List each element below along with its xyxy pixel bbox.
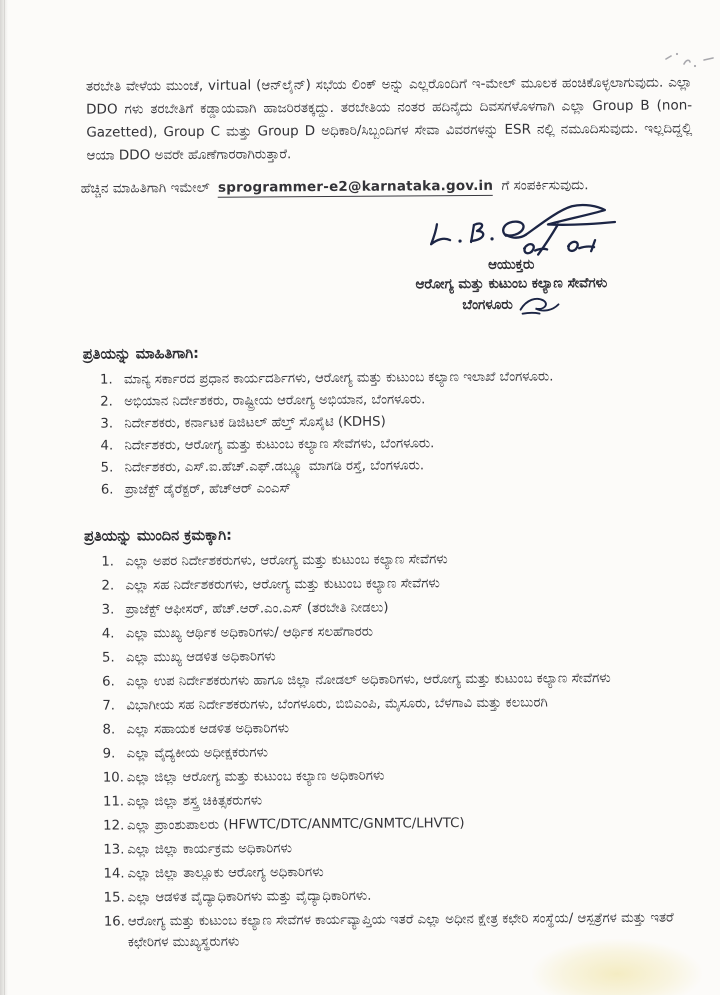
body-paragraph: ತರಬೇತಿ ವೇಳೆಯ ಮುಂಚೆ, virtual (ಆನ್‌ಲೈನ್) ಸಭೆಯ ಲಿಂಕ್ ಅನ್ನು ಎಲ್ಲರೊಂದಿಗೆ ಇ-ಮೇಲ್ ಮೂಲಕ ಹಂಚಿಕೊಳ್ಳಲಾಗುವುದು. ಎಲ್ಲಾ DDO ಗಳು ತರಬೇತಿಗೆ ಕಡ್ಡಾಯವಾಗಿ ಹಾಜರಿರತಕ್ಕದ್ದು. ತರಬೇತಿಯ ನಂತರ ಹದಿನೈದು ದಿವಸಗಳೊಳಗಾಗಿ ಎಲ್ಲಾ Group B (non-Gazetted), Group C ಮತ್ತು Group D ಅಧಿಕಾರಿ/ಸಿಬ್ಬಂದಿಗಳ ಸೇವಾ ವಿವರಗಳನ್ನು ESR ನಲ್ಲಿ ನಮೂದಿಸುವುದು. ಇಲ್ಲದಿದ್ದಲ್ಲಿ ಆಯಾ DDO ಅವರೇ ಹೊಣೆಗಾರರಾಗಿರುತ್ತಾರೆ. (85, 74, 693, 164)
list-item-text: ಎಲ್ಲಾ ಸಹ ನಿರ್ದೇಶಕರುಗಳು, ಆರೋಗ್ಯ ಮತ್ತು ಕುಟುಂಬ ಕಲ್ಯಾಣ ಸೇವೆಗಳು (125, 575, 440, 593)
signature-block (351, 199, 672, 318)
section-heading-copy-for-action: ಪ್ರತಿಯನ್ನು ಮುಂದಿನ ಕ್ರಮಕ್ಕಾಗಿ: (84, 527, 232, 545)
list-item-number: 2. (100, 393, 113, 410)
list-item-number: 9. (102, 745, 116, 762)
list-item (103, 787, 697, 812)
list-item (104, 883, 698, 908)
handwritten-signature-icon (421, 199, 631, 258)
copy-for-information-list (82, 365, 695, 501)
list-item-text: ಅಭಿಯಾನ ನಿರ್ದೇಶಕರು, ರಾಷ್ಟ್ರೀಯ ಆರೋಗ್ಯ ಅಭಿಯಾನ, ಬೆಂಗಳೂರು. (124, 391, 426, 409)
list-item (103, 763, 697, 788)
list-item-number: 6. (100, 481, 114, 498)
list-item-text: ಎಲ್ಲಾ ಜಿಲ್ಲಾ ತಾಲ್ಲೂಕು ಆರೋಗ್ಯ ಅಧಿಕಾರಿಗಳು (127, 864, 324, 881)
list-item-text: ವಿಭಾಗೀಯ ಸಹ ನಿರ್ದೇಶಕರುಗಳು, ಬೆಂಗಳೂರು, ಬಿಬಿಎಂಪಿ, ಮೈಸೂರು, ಬೆಳಗಾವಿ ಮತ್ತು ಕಲಬುರಗಿ (126, 694, 548, 713)
list-item-number: 5. (101, 649, 115, 666)
list-item (102, 595, 696, 620)
list-item-text: ಎಲ್ಲಾ ಜಿಲ್ಲಾ ಕಾರ್ಯಕ್ರಮ ಅಧಿಕಾರಿಗಳು (127, 840, 292, 857)
list-item-text: ಎಲ್ಲಾ ಅಪರ ನಿರ್ದೇಶಕರುಗಳು, ಆರೋಗ್ಯ ಮತ್ತು ಕುಟುಂಬ ಕಲ್ಯಾಣ ಸೇವೆಗಳು (125, 551, 448, 569)
list-item (101, 475, 695, 501)
list-item-text: ಎಲ್ಲಾ ಸಹಾಯಕ ಆಡಳಿತ ಅಧಿಕಾರಿಗಳು (126, 720, 290, 737)
list-item-text: ಎಲ್ಲಾ ಜಿಲ್ಲಾ ಶಸ್ತ್ರ ಚಿಕಿತ್ಸಕರುಗಳು (126, 792, 263, 809)
list-item-number: 6. (102, 673, 115, 690)
list-item-text: ಆರೋಗ್ಯ ಮತ್ತು ಕುಟುಂಬ ಕಲ್ಯಾಣ ಸೇವೆಗಳ ಕಾರ್ಯವ್ಯಾಪ್ತಿಯ ಇತರೆ ಎಲ್ಲಾ ಅಧೀನ ಕ್ಷೇತ್ರ ಕಛೇರಿ ಸಂಸ್ಥೆಯ/ ಆಸ್ಪತ್ರೆಗಳ ಮತ್ತು ಇತರೆ ಕಛೇರಿಗಳ ಮುಖ್ಯಸ್ಥರುಗಳು (127, 910, 674, 950)
signatory-department: ಆರೋಗ್ಯ ಮತ್ತು ಕುಟುಂಬ ಕಲ್ಯಾಣ ಸೇವೆಗಳು (415, 275, 608, 293)
contact-email: sprogrammer-e2@karnataka.gov.in (217, 177, 494, 196)
list-item (102, 667, 696, 692)
list-item (103, 859, 697, 884)
list-item-text: ಎಲ್ಲಾ ಪ್ರಾಂಶುಪಾಲರು (HFWTC/DTC/ANMTC/GNMTC/LHVTC) (127, 815, 465, 833)
signatory-designation: ಆಯುಕ್ತರು (488, 256, 535, 273)
section-heading-copy-for-information: ಪ್ರತಿಯನ್ನು ಮಾಹಿತಿಗಾಗಿ: (82, 345, 199, 363)
list-item-number: 3. (101, 601, 115, 618)
list-item (102, 643, 696, 668)
list-item-text: ಪ್ರಾಜೆಕ್ಟ್ ಆಫೀಸರ್, ಹೆಚ್.ಆರ್.ಎಂ.ಎಸ್ (ತರಬೇತಿ ನೀಡಲು) (125, 600, 389, 617)
list-item-number: 12. (103, 817, 125, 834)
list-item-number: 16. (103, 913, 126, 930)
list-item-text: ಎಲ್ಲಾ ವೈದ್ಯಕೀಯ ಅಧೀಕ್ಷಕರುಗಳು (126, 744, 269, 761)
list-item-number: 11. (102, 793, 125, 810)
signatory-place: ಬೆಂಗಳೂರು (462, 296, 513, 314)
list-item-text: ಎಲ್ಲಾ ಆಡಳಿತ ವೈದ್ಯಾಧಿಕಾರಿಗಳು ಮತ್ತು ವೈದ್ಯಾಧಿಕಾರಿಗಳು. (127, 888, 372, 905)
list-item-number: 10. (102, 769, 125, 786)
list-item (103, 835, 697, 860)
list-item-number: 13. (103, 841, 125, 858)
list-item-text: ಮಾನ್ಯ ಸರ್ಕಾರದ ಪ್ರಧಾನ ಕಾರ್ಯದರ್ಶಿಗಳು, ಆರೋಗ್ಯ ಮತ್ತು ಕುಟುಂಬ ಕಲ್ಯಾಣ ಇಲಾಖೆ ಬೆಂಗಳೂರು. (123, 368, 554, 387)
list-item-text: ಎಲ್ಲಾ ಮುಖ್ಯ ಆರ್ಥಿಕ ಅಧಿಕಾರಿಗಳು/ ಆರ್ಥಿಕ ಸಲಹೆಗಾರರು (125, 624, 374, 641)
list-item-number: 3. (100, 415, 114, 432)
list-item-text: ಎಲ್ಲಾ ಜಿಲ್ಲಾ ಆರೋಗ್ಯ ಮತ್ತು ಕುಟುಂಬ ಕಲ್ಯಾಣ ಅಧಿಕಾರಿಗಳು (126, 768, 385, 785)
contact-prefix: ಹೆಚ್ಚಿನ ಮಾಹಿತಿಗಾಗಿ ಇಮೇಲ್ (80, 179, 210, 197)
copy-for-action-list (83, 547, 698, 953)
list-item (102, 715, 696, 740)
list-item-number: 4. (101, 625, 115, 642)
list-item-text: ಪ್ರಾಜೆಕ್ಟ್ ಡೈರೆಕ್ಟರ್, ಹೆಚ್‌ಆರ್ ಎಂಎಸ್ (124, 480, 291, 497)
list-item (103, 739, 697, 764)
list-item (103, 811, 697, 836)
list-item (104, 907, 698, 953)
list-item-text: ನಿರ್ದೇಶಕರು, ಎಸ್.ಐ.ಹೆಚ್.ಎಫ್.ಡಬ್ಲ್ಯೂ ಮಾಗಡಿ ರಸ್ತೆ, ಬೆಂಗಳೂರು. (124, 457, 425, 475)
list-item-number: 1. (99, 371, 113, 388)
signatory-place-line (462, 294, 561, 317)
list-item-number: 2. (101, 577, 115, 594)
list-item-text: ನಿರ್ದೇಶಕರು, ಆರೋಗ್ಯ ಮತ್ತು ಕುಟುಂಬ ಕಲ್ಯಾಣ ಸೇವೆಗಳು, ಬೆಂಗಳೂರು. (124, 435, 435, 453)
list-item-text: ಎಲ್ಲಾ ಉಪ ನಿರ್ದೇಶಕರುಗಳು ಹಾಗೂ ಜಿಲ್ಲಾ ನೋಡಲ್ ಅಧಿಕಾರಿಗಳು, ಆರೋಗ್ಯ ಮತ್ತು ಕುಟುಂಬ ಕಲ್ಯಾಣ ಸೇವೆಗಳು (126, 670, 611, 689)
list-item (101, 547, 695, 572)
list-item-number: 8. (102, 721, 116, 738)
list-item-number: 4. (100, 437, 114, 454)
list-item-number: 7. (102, 697, 116, 714)
list-item-number: 1. (101, 553, 115, 570)
list-item (102, 691, 696, 716)
contact-suffix: ಗೆ ಸಂಪರ್ಕಿಸುವುದು. (501, 177, 589, 194)
contact-line (81, 174, 693, 198)
list-item-number: 14. (103, 865, 125, 882)
list-item-number: 15. (103, 889, 125, 906)
ink-paraph-icon (517, 294, 561, 316)
list-item-text: ಎಲ್ಲಾ ಮುಖ್ಯ ಆಡಳಿತ ಅಧಿಕಾರಿಗಳು (125, 648, 276, 665)
list-item (102, 619, 696, 644)
list-item (101, 571, 695, 596)
list-item-text: ನಿರ್ದೇಶಕರು, ಕರ್ನಾಟಕ ಡಿಜಿಟಲ್ ಹೆಲ್ತ್ ಸೊಸೈಟಿ (KDHS) (124, 414, 386, 431)
list-item-number: 5. (100, 459, 114, 476)
